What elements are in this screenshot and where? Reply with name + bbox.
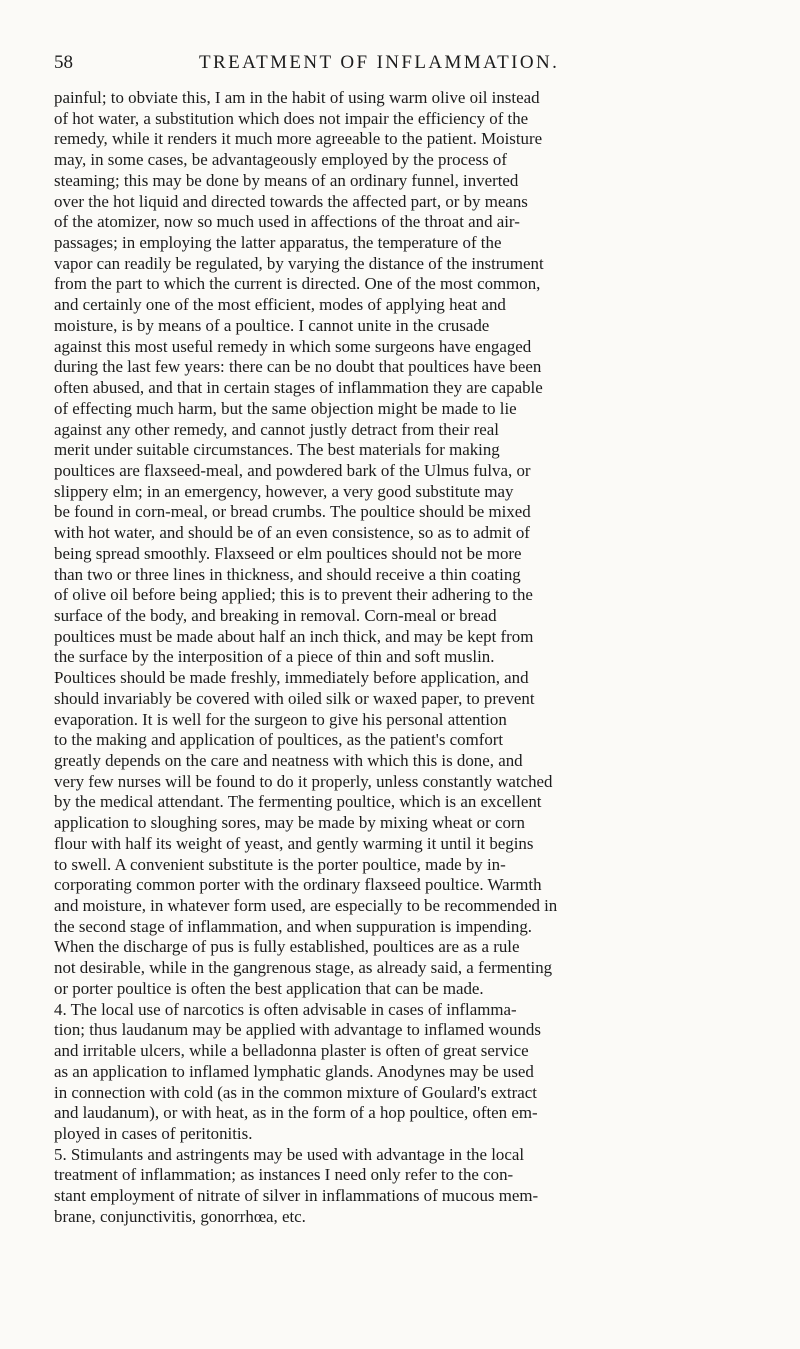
text-line: against any other remedy, and cannot justly detract from their real — [54, 419, 499, 439]
text-line: evaporation. It is well for the surgeon to give his personal attention — [54, 709, 507, 729]
text-line: and moisture, in whatever form used, are especially to be recommended in — [54, 896, 558, 916]
text-line: ployed in cases of peritonitis. — [54, 1123, 253, 1143]
text-line: of the atomizer, now so much used in affections of the throat and air- — [54, 212, 520, 232]
text-line: treatment of inflammation; as instances I need only refer to the con- — [54, 1165, 514, 1185]
text-line: of effecting much harm, but the same objection might be made to lie — [54, 398, 517, 418]
text-line: flour with half its weight of yeast, and gently warming it until it begins — [54, 833, 534, 853]
text-line: the surface by the interposition of a piece of thin and soft muslin. — [54, 647, 495, 667]
text-line: and irritable ulcers, while a belladonna plaster is often of great service — [54, 1041, 529, 1061]
text-line: application to sloughing sores, may be made by mixing wheat or corn — [54, 813, 525, 833]
text-line: surface of the body, and breaking in removal. Corn-meal or bread — [54, 605, 497, 625]
text-line: in connection with cold (as in the common mixture of Goulard's extract — [54, 1082, 537, 1102]
page-header — [54, 52, 714, 76]
text-line: from the part to which the current is directed. One of the most common, — [54, 274, 541, 294]
text-line: of olive oil before being applied; this is to prevent their adhering to the — [54, 585, 533, 605]
text-line: tion; thus laudanum may be applied with advantage to inflamed wounds — [54, 1020, 541, 1040]
text-line: to the making and application of poultices, as the patient's comfort — [54, 730, 504, 750]
running-title: TREATMENT OF INFLAMMATION. — [199, 52, 560, 73]
text-line: of hot water, a substitution which does not impair the efficiency of the — [54, 108, 529, 128]
text-line: remedy, while it renders it much more agreeable to the patient. Moisture — [54, 129, 543, 149]
text-line: 4. The local use of narcotics is often advisable in cases of inflamma- — [54, 999, 517, 1019]
text-line: stant employment of nitrate of silver in inflammations of mucous mem- — [54, 1186, 539, 1206]
text-line: with hot water, and should be of an even consistence, so as to admit of — [54, 523, 530, 543]
text-line: as an application to inflamed lymphatic glands. Anodynes may be used — [54, 1061, 534, 1081]
text-line: poultices are flaxseed-meal, and powdered bark of the Ulmus fulva, or — [54, 460, 531, 480]
text-line: than two or three lines in thickness, and should receive a thin coating — [54, 564, 521, 584]
text-line: greatly depends on the care and neatness with which this is done, and — [54, 751, 523, 770]
text-line: being spread smoothly. Flaxseed or elm poultices should not be more — [54, 543, 522, 563]
text-line: during the last few years: there can be no doubt that poultices have been — [54, 357, 542, 377]
text-line: to swell. A convenient substitute is the porter poultice, made by in- — [54, 854, 506, 874]
text-line: be found in corn-meal, or bread crumbs. The poultice should be mixed — [54, 502, 531, 522]
text-line: corporating common porter with the ordinary flaxseed poultice. Warmth — [54, 875, 542, 895]
text-line: and laudanum), or with heat, as in the form of a hop poultice, often em- — [54, 1103, 538, 1123]
text-line: slippery elm; in an emergency, however, a very good substitute may — [54, 481, 514, 501]
body-text — [54, 88, 744, 1228]
page-number: 58 — [54, 52, 73, 73]
text-line: the second stage of inflammation, and when suppuration is impending. — [54, 916, 533, 936]
text-line: painful; to obviate this, I am in the habit of using warm olive oil instead — [54, 88, 540, 107]
text-line: against this most useful remedy in which some surgeons have engaged — [54, 336, 532, 356]
text-line: over the hot liquid and directed towards the affected part, or by means — [54, 191, 528, 211]
text-line: poultices must be made about half an inch thick, and may be kept from — [54, 626, 534, 646]
text-line: by the medical attendant. The fermenting poultice, which is an excellent — [54, 792, 542, 812]
text-line: Poultices should be made freshly, immediately before application, and — [54, 668, 529, 688]
text-line: very few nurses will be found to do it properly, unless constantly watched — [54, 771, 553, 791]
text-line: vapor can readily be regulated, by varying the distance of the instrument — [54, 253, 544, 273]
text-line: moisture, is by means of a poultice. I cannot unite in the crusade — [54, 315, 490, 335]
text-line: When the discharge of pus is fully established, poultices are as a rule — [54, 937, 520, 957]
text-line: not desirable, while in the gangrenous stage, as already said, a fermenting — [54, 958, 553, 978]
text-line: often abused, and that in certain stages of inflammation they are capable — [54, 378, 543, 398]
text-line: may, in some cases, be advantageously employed by the process of — [54, 150, 507, 170]
text-line: and certainly one of the most efficient, modes of applying heat and — [54, 295, 506, 315]
text-line: 5. Stimulants and astringents may be used with advantage in the local — [54, 1144, 525, 1164]
text-line: should invariably be covered with oiled silk or waxed paper, to prevent — [54, 688, 535, 708]
text-line: brane, conjunctivitis, gonorrhœa, etc. — [54, 1206, 306, 1226]
text-line: merit under suitable circumstances. The best materials for making — [54, 440, 500, 460]
text-line: or porter poultice is often the best application that can be made. — [54, 978, 484, 998]
text-line: passages; in employing the latter apparatus, the temperature of the — [54, 233, 502, 253]
text-line: steaming; this may be done by means of an ordinary funnel, inverted — [54, 170, 519, 190]
